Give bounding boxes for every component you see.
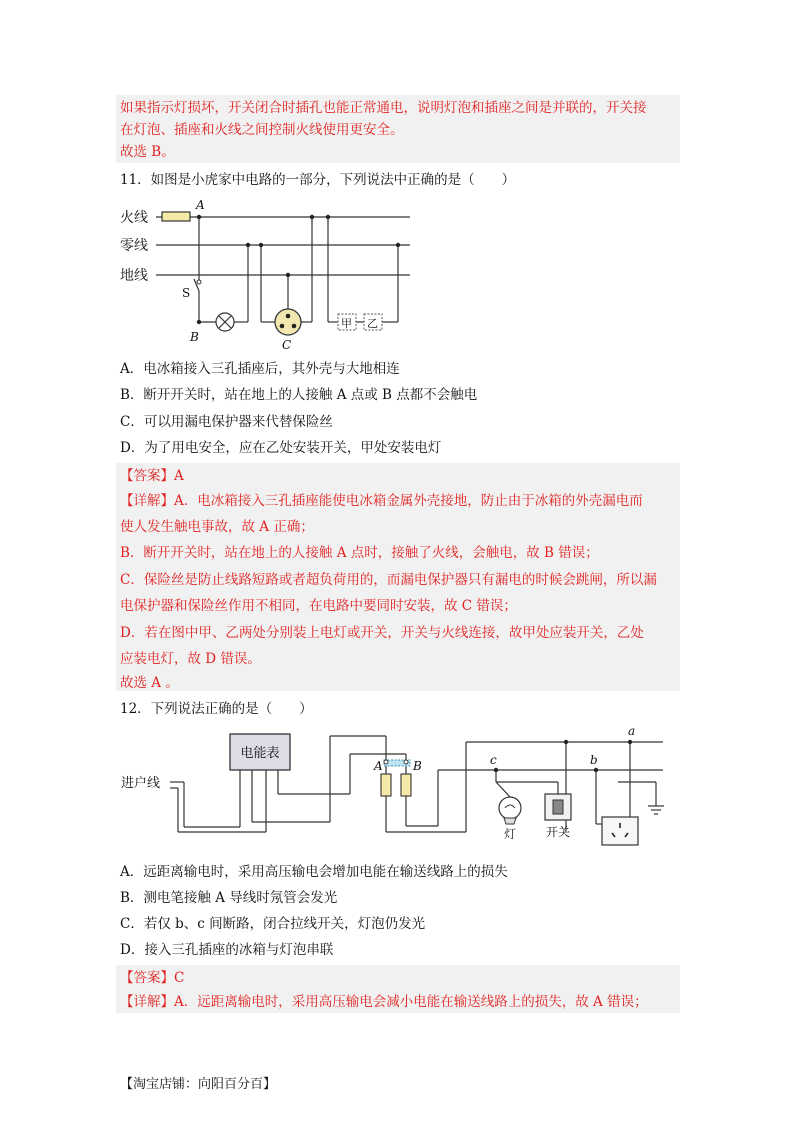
q11-ground-wire-label: 地线 bbox=[120, 268, 148, 284]
q12-answer-value: C bbox=[174, 970, 185, 986]
q12-option-a: A．远距离输电时，采用高压输电会增加电能在输送线路上的损失 bbox=[120, 864, 508, 880]
q11-switch-s-label: S bbox=[182, 286, 191, 300]
q12-wire-a-label: A bbox=[374, 759, 383, 773]
q11-box-jia-label: 甲 bbox=[341, 317, 352, 330]
q11-option-a: A．电冰箱接入三孔插座后，其外壳与大地相连 bbox=[120, 361, 400, 377]
q12-wire-b-label: B bbox=[413, 759, 422, 773]
q12-circuit-diagram bbox=[118, 722, 678, 857]
q11-option-b: B．断开开关时，站在地上的人接触 A 点或 B 点都不会触电 bbox=[120, 387, 478, 403]
q11-detail-line-6: D．若在图中甲、乙两处分别装上电灯或开关，开关与火线连接，故甲处应装开关，乙处 bbox=[120, 625, 644, 641]
q11-stem: 11．如图是小虎家中电路的一部分，下列说法中正确的是（ ） bbox=[120, 172, 516, 188]
q12-option-b: B．测电笔接触 A 导线时氖管会发光 bbox=[120, 890, 338, 906]
q12-point-a-lower-label: a bbox=[628, 724, 636, 738]
q11-detail-line-5: 电保护器和保险丝作用不相同，在电路中要同时安装，故 C 错误； bbox=[120, 598, 517, 614]
q11-point-a-label: A bbox=[196, 198, 205, 212]
q11-detail-line-8: 故选 A 。 bbox=[120, 675, 179, 691]
q11-box-yi-label: 乙 bbox=[367, 317, 378, 330]
q12-switch-label: 开关 bbox=[546, 825, 571, 839]
prev-explanation-line-3: 故选 B。 bbox=[120, 144, 175, 160]
q12-detail-line-1 bbox=[120, 992, 680, 1012]
q11-detail-line-7: 应装电灯，故 D 错误。 bbox=[120, 651, 261, 667]
q11-detail-line-1 bbox=[120, 491, 680, 511]
q11-option-c: C．可以用漏电保护器来代替保险丝 bbox=[120, 414, 333, 430]
q11-answer-value: A bbox=[174, 468, 184, 484]
prev-explanation-line-2: 在灯泡、插座和火线之间控制火线使用更安全。 bbox=[120, 122, 404, 138]
q12-meter-label: 电能表 bbox=[240, 746, 280, 761]
q12-answer-label: 【答案】 bbox=[120, 970, 174, 986]
q11-detail-line-3: B．断开开关时，站在地上的人接触 A 点时，接触了火线，会触电，故 B 错误； bbox=[120, 545, 599, 561]
q12-lamp-label: 灯 bbox=[504, 827, 517, 841]
q11-live-wire-label: 火线 bbox=[120, 210, 148, 226]
q12-point-b-lower-label: b bbox=[590, 753, 598, 767]
q11-point-c-label: C bbox=[282, 338, 292, 350]
q12-option-d: D．接入三孔插座的冰箱与灯泡串联 bbox=[120, 942, 334, 958]
q11-point-b-label: B bbox=[190, 330, 199, 344]
q11-detail-label: 【详解】 bbox=[120, 493, 174, 509]
q11-detail-line-4: C．保险丝是防止线路短路或者超负荷用的，而漏电保护器只有漏电的时候会跳闸，所以漏 bbox=[120, 572, 657, 588]
q11-option-d: D．为了用电安全，应在乙处安装开关，甲处安装电灯 bbox=[120, 440, 442, 456]
q11-detail-line-2: 使人发生触电事故，故 A 正确； bbox=[120, 519, 314, 535]
q11-circuit-diagram bbox=[118, 195, 418, 350]
q12-entry-wire-label: 进户线 bbox=[121, 776, 161, 791]
q12-detail-text-1: A．远距离输电时，采用高压输电会减小电能在输送线路上的损失，故 A 错误； bbox=[174, 994, 648, 1010]
q12-point-c-lower-label: c bbox=[490, 753, 497, 767]
q12-detail-label: 【详解】 bbox=[120, 994, 174, 1010]
q11-answer-label: 【答案】 bbox=[120, 468, 174, 484]
q12-stem: 12．下列说法正确的是（ ） bbox=[120, 701, 313, 717]
q11-detail-text-1: A．电冰箱接入三孔插座能使电冰箱金属外壳接地，防止由于冰箱的外壳漏电而 bbox=[174, 493, 643, 509]
q11-neutral-wire-label: 零线 bbox=[120, 238, 148, 254]
prev-explanation-line-1: 如果指示灯损坏，开关闭合时插孔也能正常通电，说明灯泡和插座之间是并联的，开关接 bbox=[120, 100, 647, 116]
q11-answer bbox=[120, 466, 680, 486]
q12-option-c: C．若仅 b、c 间断路，闭合拉线开关，灯泡仍发光 bbox=[120, 916, 426, 932]
q12-answer bbox=[120, 968, 680, 988]
page-footer: 【淘宝店铺：向阳百分百】 bbox=[120, 1077, 277, 1092]
